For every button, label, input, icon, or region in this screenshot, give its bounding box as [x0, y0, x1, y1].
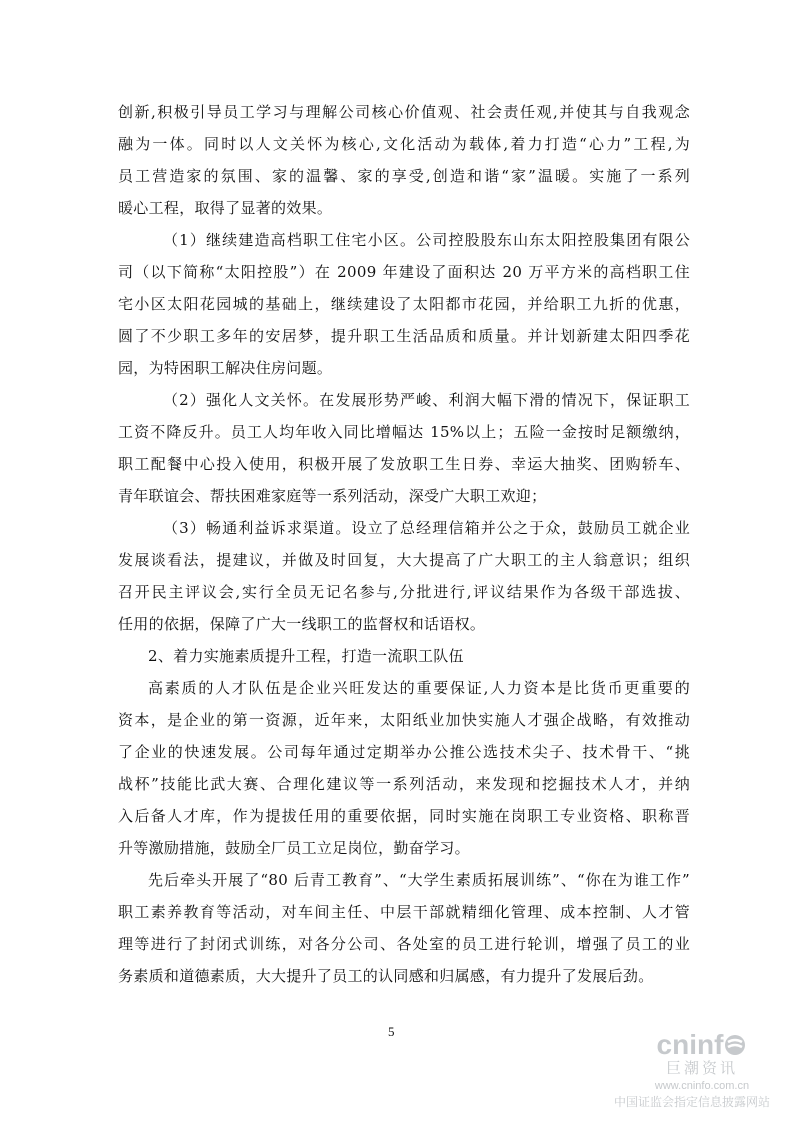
text-line: 职工素养教育等活动，对车间主任、中层干部就精细化管理、成本控制、人才管 [118, 903, 690, 921]
cninfo-name: 巨潮资讯 [665, 1060, 738, 1077]
text-line: 先后牵头开展了“80 后青工教育”、“大学生素质拓展训练”、“你在为谁工作” [148, 871, 690, 889]
text-line: 融为一体。同时以人文关怀为核心,文化活动为载体,着力打造“心力”工程,为 [118, 135, 690, 153]
text-line: 升等激励措施，鼓励全厂员工立足岗位，勤奋学习。 [118, 839, 470, 857]
text-line: 宅小区太阳花园城的基础上，继续建设了太阳都市花园，并给职工九折的优惠， [118, 295, 690, 313]
page-number: 5 [388, 1024, 395, 1039]
text-line: 召开民主评议会,实行全员无记名参与,分批进行,评议结果作为各级干部选拔、 [118, 583, 690, 601]
cninfo-logo [612, 1030, 792, 1060]
text-line: 高素质的人才队伍是企业兴旺发达的重要保证,人力资本是比货币更重要的 [148, 679, 690, 697]
text-line: 2、着力实施素质提升工程，打造一流职工队伍 [148, 647, 464, 665]
text-line: 资本，是企业的第一资源，近年来，太阳纸业加快实施人才强企战略，有效推动 [118, 711, 690, 729]
text-line: 工资不降反升。员工人均年收入同比增幅达 15%以上；五险一金按时足额缴纳， [118, 423, 690, 441]
text-line: 员工营造家的氛围、家的温馨、家的享受,创造和谐“家”温暖。实施了一系列 [118, 167, 690, 185]
text-line: 发展谈看法，提建议，并做及时回复，大大提高了广大职工的主人翁意识；组织 [118, 551, 690, 569]
cninfo-watermark [612, 1030, 792, 1110]
text-line: 创新,积极引导员工学习与理解公司核心价值观、社会责任观,并使其与自我观念 [118, 103, 690, 121]
document-body [118, 96, 690, 992]
cninfo-tagline: 中国证监会指定信息披露网站 [613, 1095, 770, 1109]
text-line: 职工配餐中心投入使用，积极开展了发放职工生日券、幸运大抽奖、团购轿车、 [118, 455, 690, 473]
text-line: 司（以下简称“太阳控股”）在 2009 年建设了面积达 20 万平方米的高档职工住 [118, 263, 690, 281]
text-line: 园，为特困职工解决住房问题。 [118, 359, 333, 377]
text-line: 战杯”技能比武大赛、合理化建议等一系列活动，来发现和挖掘技术人才，并纳 [118, 775, 690, 793]
text-line: 了企业的快速发展。公司每年通过定期举办公推公选技术尖子、技术骨干、“挑 [118, 743, 690, 761]
text-line: 青年联谊会、帮扶困难家庭等一系列活动，深受广大职工欢迎； [118, 487, 547, 505]
text-line: 任用的依据，保障了广大一线职工的监督权和话语权。 [118, 615, 486, 633]
text-line: （1）继续建造高档职工住宅小区。公司控股股东山东太阳控股集团有限公 [163, 231, 690, 249]
text-line: （2）强化人文关怀。在发展形势严峻、利润大幅下滑的情况下，保证职工 [163, 391, 690, 409]
text-line: 圆了不少职工多年的安居梦，提升职工生活品质和质量。并计划新建太阳四季花 [118, 327, 690, 345]
cninfo-logo-text: cninf [656, 1029, 724, 1060]
text-line: 理等进行了封闭式训练，对各分公司、各处室的员工进行轮训，增强了员工的业 [118, 935, 690, 953]
text-line: 入后备人才库，作为提拔任用的重要依据，同时实施在岗职工专业资格、职称晋 [118, 807, 690, 825]
text-line: （3）畅通利益诉求渠道。设立了总经理信箱并公之于众，鼓励员工就企业 [163, 519, 690, 537]
cninfo-swirl-icon [723, 1034, 747, 1056]
text-line: 暖心工程，取得了显著的效果。 [118, 199, 333, 217]
cninfo-url: www.cninfo.com.cn [654, 1080, 750, 1092]
text-line: 务素质和道德素质，大大提升了员工的认同感和归属感，有力提升了发展后劲。 [118, 967, 654, 985]
